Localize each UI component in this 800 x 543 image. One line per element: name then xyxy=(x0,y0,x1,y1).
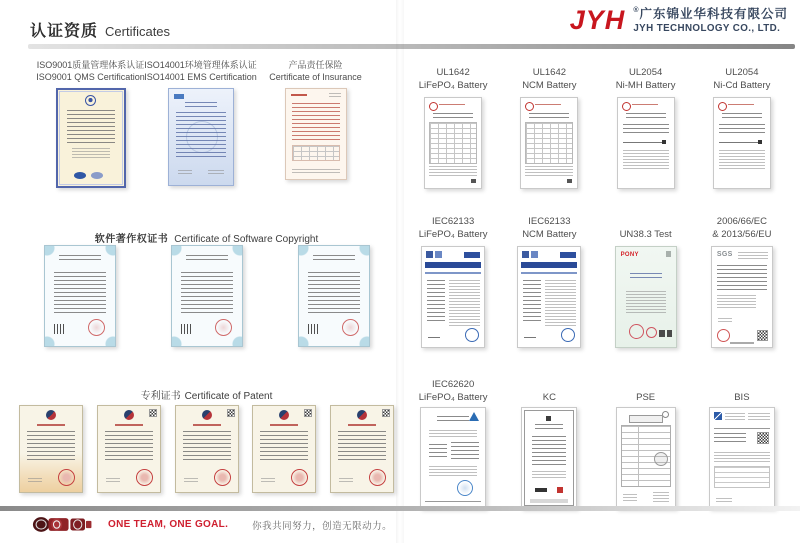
ul2054-nicd-thumbnail xyxy=(713,97,771,189)
company-name-en: JYH TECHNOLOGY CO., LTD. xyxy=(633,22,781,34)
red-seal xyxy=(88,319,105,336)
patent-certificate-thumbnail xyxy=(252,405,316,493)
qr-code-icon xyxy=(383,410,389,416)
red-seal xyxy=(369,469,386,486)
patent-emblem-icon xyxy=(46,410,56,420)
iso14001-certificate-thumbnail xyxy=(168,88,234,186)
tuv-logo-icon xyxy=(522,251,529,258)
right-page xyxy=(405,62,790,509)
ul-mark-icon xyxy=(429,102,438,111)
ktr-red-box xyxy=(557,487,563,493)
slogan-en: ONE TEAM, ONE GOAL. xyxy=(108,519,229,530)
certificate-label: UN38.3 Test xyxy=(619,228,672,240)
certificate-label: 2006/66/EC & 2013/56/EU xyxy=(712,216,772,240)
cert-cell-iec62620 xyxy=(405,374,501,509)
punch-hole-icon xyxy=(662,411,669,418)
patent-title: 专利证书 Certificate of Patent xyxy=(140,391,273,402)
patent-certificate-thumbnail xyxy=(97,405,161,493)
iec62133-ncm-thumbnail xyxy=(517,246,581,348)
jyh-battery-logo xyxy=(32,515,96,534)
cert-emblem-icon xyxy=(85,95,96,106)
footer xyxy=(32,515,392,534)
bis-logo-icon xyxy=(714,412,722,420)
national-certs-row xyxy=(405,374,790,509)
iec62620-thumbnail xyxy=(420,407,486,509)
patent-emblem-icon xyxy=(357,410,367,420)
certificate-label: ISO9001质量管理体系认证 ISO9001 QMS Certification xyxy=(36,60,145,82)
iec-un-row xyxy=(405,211,790,348)
qr-code-icon xyxy=(758,433,768,443)
qr-code-icon xyxy=(150,410,156,416)
pse-certificate-thumbnail xyxy=(616,407,676,509)
qr-code-icon xyxy=(228,410,234,416)
navy-band xyxy=(521,262,577,268)
barcode-icon xyxy=(308,324,320,334)
certificate-label: UL2054 Ni-MH Battery xyxy=(615,67,676,91)
iso9001-column xyxy=(28,60,153,188)
software-copyright-row xyxy=(18,245,395,347)
certificate-label: UL1642 LiFePO₄ Battery xyxy=(418,67,488,91)
ul-certificates-row xyxy=(405,62,790,189)
cert-cell-battery-directive xyxy=(694,211,790,348)
certificate-label: ISO14001环境管理体系认证 ISO14001 EMS Certification xyxy=(144,60,257,82)
left-page xyxy=(18,60,395,493)
qr-code-icon xyxy=(305,410,311,416)
red-seal xyxy=(215,319,232,336)
bis-certificate-thumbnail xyxy=(709,407,775,509)
patent-certificate-thumbnail xyxy=(19,405,83,493)
qr-code-icon xyxy=(758,331,767,340)
software-copyright-thumbnail xyxy=(44,245,116,347)
iso14001-column xyxy=(143,60,258,186)
pony-logo: PONY xyxy=(620,252,639,258)
cert-cell-iec62133-lifepo4 xyxy=(405,211,501,348)
data-table xyxy=(429,122,477,164)
cert-logo-icon xyxy=(174,94,184,99)
certificate-label: 产品责任保险 Certificate of Insurance xyxy=(269,60,362,82)
certificate-label: IEC62133 LiFePO₄ Battery xyxy=(418,216,488,240)
software-copyright-thumbnail xyxy=(171,245,243,347)
red-seal xyxy=(342,319,359,336)
red-seal xyxy=(58,469,75,486)
cert-cell-ul1642-lifepo4 xyxy=(405,62,501,189)
red-stamp xyxy=(646,327,657,338)
cert-cell-ul2054-nicd xyxy=(694,62,790,189)
ul1642-ncm-thumbnail xyxy=(520,97,578,189)
jyh-logo: JYH xyxy=(569,5,626,36)
cert-cell-iec62133-ncm xyxy=(501,211,597,348)
cert-cell-bis xyxy=(694,374,790,509)
footer-divider xyxy=(0,506,800,511)
barcode-icon xyxy=(54,324,66,334)
company-logo-block xyxy=(570,7,788,35)
patent-emblem-icon xyxy=(202,410,212,420)
iso9001-certificate-thumbnail xyxy=(56,88,126,188)
slogan-zh: 你我共同努力，创造无限动力。 xyxy=(252,520,393,532)
sgs-report-thumbnail xyxy=(711,246,773,348)
registered-mark-icon: ® xyxy=(633,7,640,14)
page-title-en: Certificates xyxy=(105,24,171,39)
patent-row xyxy=(18,405,395,493)
tuv-triangle-icon xyxy=(469,412,479,421)
blue-stamp xyxy=(457,480,473,496)
cert-cell-ul1642-ncm xyxy=(501,62,597,189)
insurance-certificate-thumbnail xyxy=(285,88,347,180)
cert-cell-ul2054-nimh xyxy=(598,62,694,189)
accreditation-seals xyxy=(74,172,86,179)
software-copyright-title: 软件著作权证书 Certificate of Software Copyright xyxy=(94,234,319,245)
patent-emblem-icon xyxy=(279,410,289,420)
cert-cell-pse xyxy=(598,374,694,509)
kc-emblem-icon xyxy=(546,416,551,421)
ul2054-nimh-thumbnail xyxy=(617,97,675,189)
ul-mark-icon xyxy=(525,102,534,111)
certificate-label: PSE xyxy=(636,391,656,403)
company-name-zh: ®广东锦业华科技有限公司 xyxy=(633,7,788,21)
certificate-label: IEC62133 NCM Battery xyxy=(522,216,577,240)
certificate-label: KC xyxy=(542,391,556,403)
software-copyright-thumbnail xyxy=(298,245,370,347)
red-seal xyxy=(136,469,153,486)
iec62133-lifepo4-thumbnail xyxy=(421,246,485,348)
certificate-label: UL1642 NCM Battery xyxy=(522,67,577,91)
ktr-mark xyxy=(535,488,547,492)
navy-band xyxy=(425,262,481,268)
cert-cell-un383 xyxy=(598,211,694,348)
ul1642-lifepo4-thumbnail xyxy=(424,97,482,189)
sgs-logo: SGS xyxy=(716,251,733,258)
data-table xyxy=(714,466,770,488)
certificate-label: BIS xyxy=(734,391,750,403)
kc-certificate-thumbnail xyxy=(521,407,577,509)
certificate-label: IEC62620 LiFePO₄ Battery xyxy=(418,379,488,403)
patent-certificate-thumbnail xyxy=(330,405,394,493)
red-stamp xyxy=(717,329,730,342)
blue-stamp xyxy=(561,328,575,342)
header-divider xyxy=(28,44,795,49)
insurance-column xyxy=(263,60,368,180)
red-seal xyxy=(214,469,231,486)
iso-certificates-row xyxy=(18,60,395,208)
page-gutter xyxy=(396,0,404,543)
round-seal xyxy=(654,452,668,466)
ul-mark-icon xyxy=(622,102,631,111)
patent-emblem-icon xyxy=(124,410,134,420)
cert-cell-kc xyxy=(501,374,597,509)
ul-mark-icon xyxy=(718,102,727,111)
certificate-label: UL2054 Ni-Cd Battery xyxy=(713,67,771,91)
page-title-zh: 认证资质 xyxy=(30,23,99,40)
red-seal xyxy=(291,469,308,486)
un383-report-thumbnail xyxy=(615,246,677,348)
data-table xyxy=(525,122,573,164)
red-stamp xyxy=(629,324,644,339)
page-title xyxy=(30,18,170,41)
barcode-icon xyxy=(181,324,193,334)
tuv-logo-icon xyxy=(426,251,433,258)
patent-certificate-thumbnail xyxy=(175,405,239,493)
blue-stamp xyxy=(465,328,479,342)
